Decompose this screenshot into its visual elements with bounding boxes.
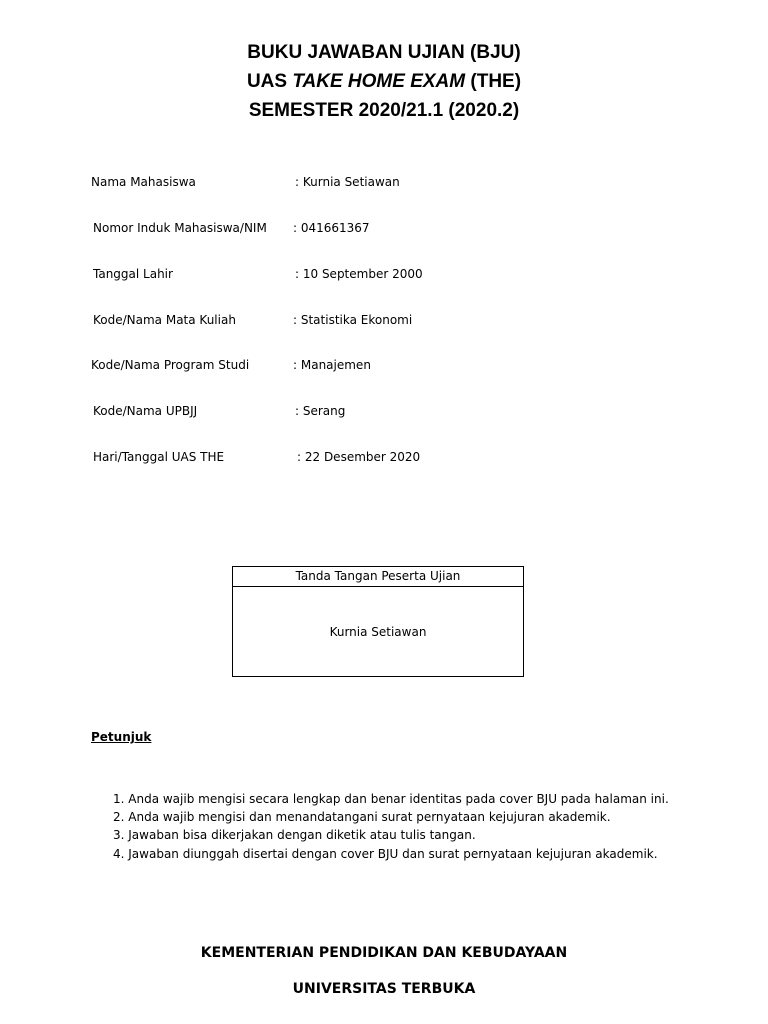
- field-label: Kode/Nama Mata Kuliah: [93, 313, 236, 327]
- field-label: Kode/Nama Program Studi: [91, 358, 250, 372]
- field-nama-mahasiswa: [0, 174, 768, 190]
- field-value: : 22 Desember 2020: [297, 450, 421, 464]
- field-label: Kode/Nama UPBJJ: [93, 404, 198, 418]
- field-program-studi: [0, 357, 768, 373]
- field-value: : Kurnia Setiawan: [295, 175, 400, 189]
- field-value: : Manajemen: [293, 358, 371, 372]
- title-line-1: BUKU JAWABAN UJIAN (BJU): [247, 42, 521, 63]
- instruction-item: 4. Jawaban diunggah disertai dengan cover BJU dan surat pernyataan kejujuran akademik.: [113, 847, 658, 861]
- instruction-item: 1. Anda wajib mengisi secara lengkap dan benar identitas pada cover BJU pada halaman ini.: [113, 792, 669, 806]
- field-tanggal-uas: [0, 449, 768, 465]
- title-line-3: SEMESTER 2020/21.1 (2020.2): [248, 100, 520, 121]
- footer-ministry: KEMENTERIAN PENDIDIKAN DAN KEBUDAYAAN: [200, 945, 568, 961]
- instructions-heading: Petunjuk: [91, 730, 152, 744]
- instruction-item: 3. Jawaban bisa dikerjakan dengan diketik atau tulis tangan.: [113, 828, 476, 842]
- field-label: Tanggal Lahir: [93, 267, 173, 281]
- field-value: : Serang: [295, 404, 346, 418]
- field-label: Hari/Tanggal UAS THE: [93, 450, 225, 464]
- field-nim: [0, 220, 768, 236]
- signature-name: Kurnia Setiawan: [329, 625, 427, 639]
- field-tanggal-lahir: [0, 266, 768, 282]
- field-value: : 10 September 2000: [295, 267, 423, 281]
- title-line-2-prefix: UAS: [246, 71, 293, 92]
- field-label: Nomor Induk Mahasiswa/NIM: [93, 221, 267, 235]
- field-value: : Statistika Ekonomi: [293, 313, 413, 327]
- field-label: Nama Mahasiswa: [91, 175, 196, 189]
- instruction-item: 2. Anda wajib mengisi dan menandatangani surat pernyataan kejujuran akademik.: [113, 810, 611, 824]
- field-upbjj: [0, 403, 768, 419]
- field-value: : 041661367: [293, 221, 370, 235]
- title-line-2-suffix: (THE): [465, 71, 522, 92]
- title-line-2-italic: TAKE HOME EXAM: [292, 71, 466, 92]
- signature-box: [232, 566, 524, 677]
- title-line-2: [0, 71, 768, 93]
- footer-university: UNIVERSITAS TERBUKA: [292, 981, 476, 997]
- field-mata-kuliah: [0, 312, 768, 328]
- signature-heading: Tanda Tangan Peserta Ujian: [233, 567, 523, 587]
